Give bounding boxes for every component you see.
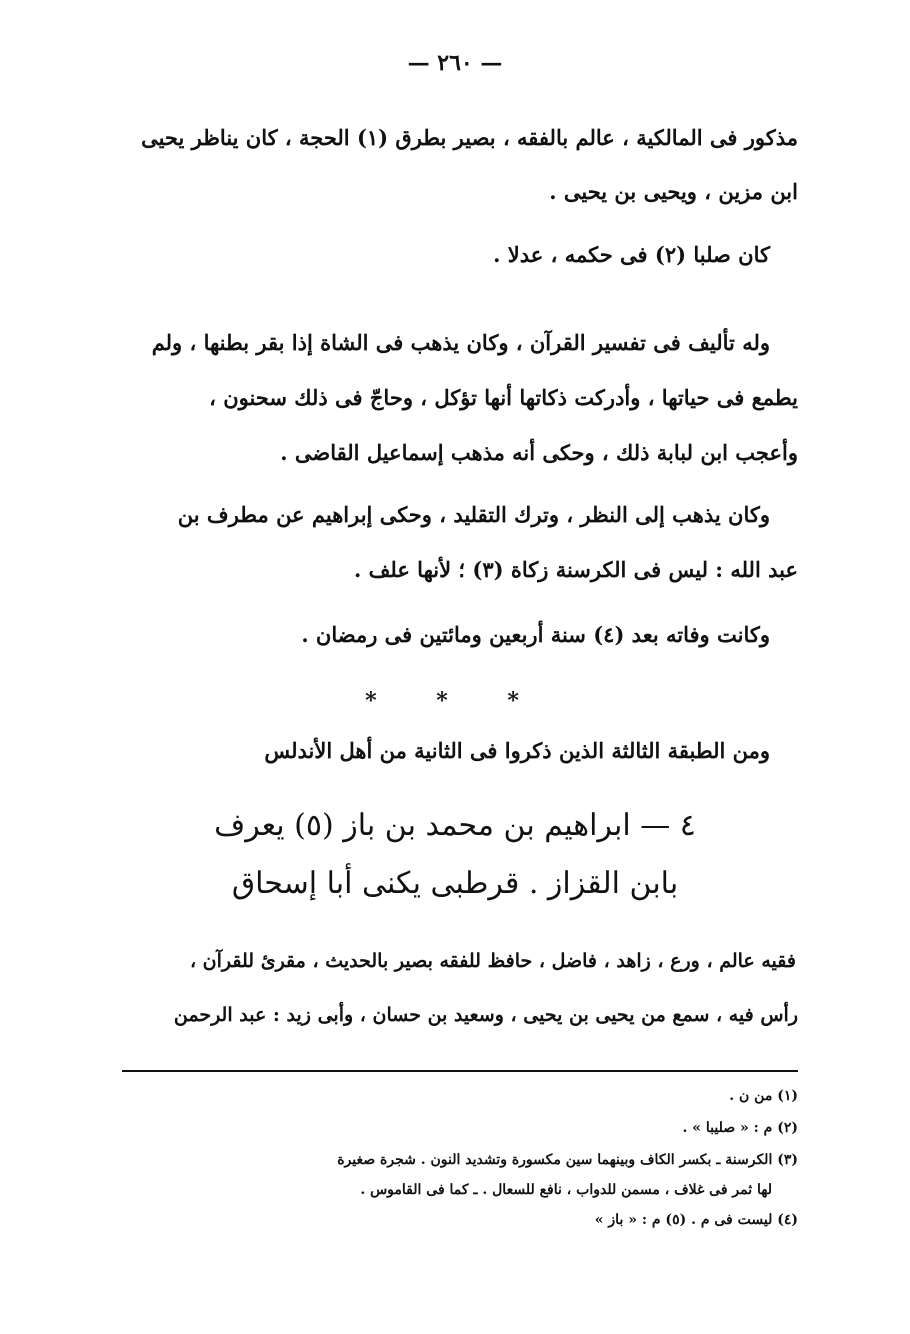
footnote-3-continued: لها ثمر فى غلاف ، مسمن للدواب ، نافع للسعال . ـ كما فى القاموس . (360, 1182, 772, 1198)
paragraph-3-line-2: يطمع فى حياتها ، وأدركت ذكاتها أنها تؤكل ، وحاجّ فى ذلك سحنون ، (209, 385, 798, 410)
entry-body-line-1: فقيه عالم ، ورع ، زاهد ، فاضل ، حافظ للفقه بصير بالحديث ، مقرئ للقرآن ، (189, 950, 796, 972)
paragraph-2-line-1: كان صلبا (٢) فى حكمه ، عدلا . (493, 242, 770, 267)
entry-body-line-2: رأس فيه ، سمع من يحيى بن يحيى ، وسعيد بن حسان ، وأبى زيد : عبد الرحمن (173, 1004, 798, 1026)
footnote-2: (٢) م : « صليبا » . (682, 1120, 798, 1136)
paragraph-3-line-3: وأعجب ابن لبابة ذلك ، وحكى أنه مذهب إسماعيل القاضى . (280, 440, 798, 465)
section-separator: * * * (365, 688, 545, 714)
paragraph-5-line-1: وكانت وفاته بعد (٤) سنة أربعين ومائتين فى رمضان . (301, 622, 770, 647)
paragraph-3-line-1: وله تأليف فى تفسير القرآن ، وكان يذهب فى الشاة إذا بقر بطنها ، ولم (151, 330, 770, 355)
page-number: — ٢٦٠ — (407, 50, 503, 76)
footnote-4-5: (٤) ليست فى م . (٥) م : « باز » (594, 1212, 798, 1228)
paragraph-4-line-1: وكان يذهب إلى النظر ، وترك التقليد ، وحكى إبراهيم عن مطرف بن (177, 502, 770, 527)
paragraph-4-line-2: عبد الله : ليس فى الكرسنة زكاة (٣) ؛ لأنها علف . (354, 557, 798, 582)
section-heading: ومن الطبقة الثالثة الذين ذكروا فى الثانية من أهل الأندلس (264, 738, 770, 763)
entry-title-line-2: بابن القزاز . قرطبى يكنى أبا إسحاق (231, 866, 679, 901)
entry-title-line-1: ٤ — ابراهيم بن محمد بن باز (٥) يعرف (214, 808, 696, 843)
paragraph-1-line-1: مذكور فى المالكية ، عالم بالفقه ، بصير بطرق (١) الحجة ، كان يناظر يحيى (141, 125, 798, 150)
footnote-divider (122, 1070, 798, 1072)
footnote-1: (١) من ن . (729, 1088, 798, 1104)
paragraph-1-line-2: ابن مزين ، ويحيى بن يحيى . (549, 179, 798, 204)
footnote-3: (٣) الكرسنة ـ بكسر الكاف وبينهما سين مكسورة وتشديد النون . شجرة صغيرة (337, 1152, 798, 1168)
